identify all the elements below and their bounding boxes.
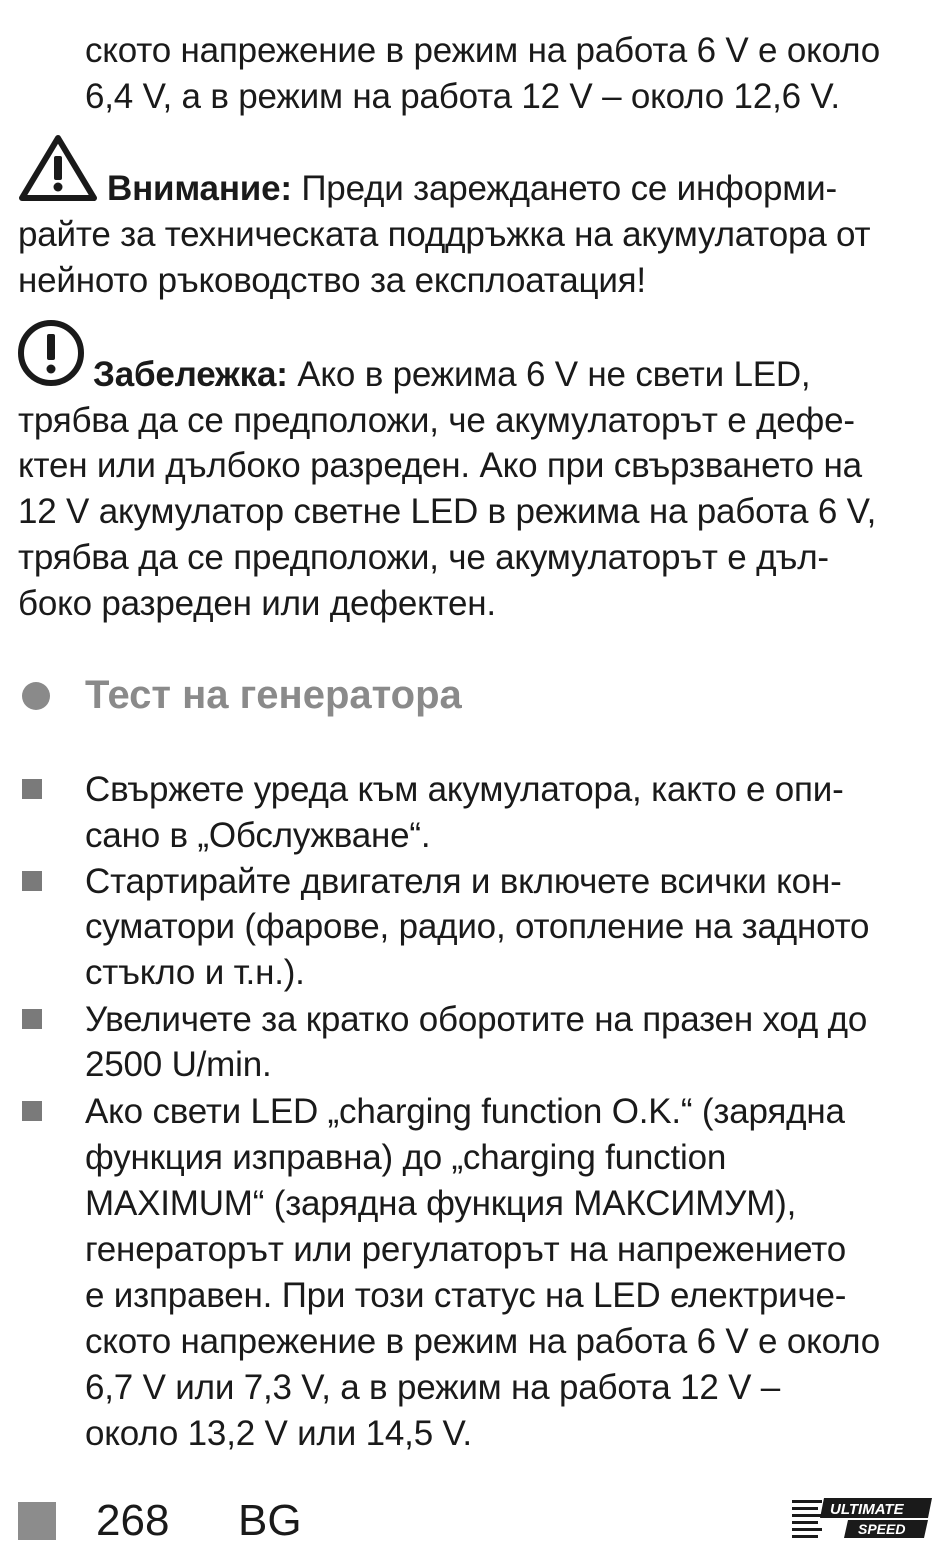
warning-first-line xyxy=(107,166,837,212)
text-line: Свържете уреда към акумулатора, както е опи- xyxy=(85,770,844,809)
text-line: боко разреден или дефектен. xyxy=(18,584,496,623)
text-line: около 13,2 V или 14,5 V. xyxy=(85,1414,472,1453)
square-bullet-icon xyxy=(22,779,42,799)
text-line: Ако свети LED „charging function O.K.“ (зарядна xyxy=(85,1092,845,1131)
heading-bullet-icon xyxy=(22,682,50,710)
warning-triangle-icon xyxy=(18,134,98,202)
square-bullet-icon xyxy=(22,871,42,891)
text-line: трябва да се предположи, че акумулаторът е дефе- xyxy=(18,401,855,440)
section-heading: Тест на генератора xyxy=(85,673,462,717)
text-line: ктен или дълбоко разреден. Ако при свързването на xyxy=(18,446,862,485)
text-line: 6,4 V, а в режим на работа 12 V – около 12,6 V. xyxy=(85,77,840,116)
text-line: MAXIMUM“ (зарядна функция МАКСИМУМ), xyxy=(85,1184,797,1223)
text-line: генераторът или регулаторът на напрежението xyxy=(85,1230,846,1269)
note-label: Забележка: xyxy=(93,355,288,394)
warning-text: Преди зареждането се информи- xyxy=(301,169,837,208)
note-text: Ако в режима 6 V не свети LED, xyxy=(297,355,811,394)
exclamation-circle-icon xyxy=(16,318,86,388)
text-line: функция изправна) до „charging function xyxy=(85,1138,727,1177)
note-first-line xyxy=(93,352,810,398)
text-line: е изправен. При този статус на LED електриче- xyxy=(85,1276,847,1315)
page-number: 268 xyxy=(96,1496,170,1545)
text-line: сано в „Обслужване“. xyxy=(85,816,431,855)
text-line: ското напрежение в режим на работа 6 V е около xyxy=(85,1322,880,1361)
text-line: Увеличете за кратко оборотите на празен ход до xyxy=(85,1000,868,1039)
warning-label: Внимание: xyxy=(107,169,292,208)
logo-line2: SPEED xyxy=(858,1521,906,1537)
text-line: нейното ръководство за експлоатация! xyxy=(18,261,646,300)
ultimate-speed-logo xyxy=(792,1496,934,1540)
footer-marker xyxy=(18,1502,56,1540)
text-line: ското напрежение в режим на работа 6 V е около xyxy=(85,31,880,70)
logo-line1: ULTIMATE xyxy=(830,1501,904,1518)
square-bullet-icon xyxy=(22,1009,42,1029)
text-line: 12 V акумулатор светне LED в режима на работа 6 V, xyxy=(18,492,877,531)
language-code: BG xyxy=(238,1496,302,1545)
square-bullet-icon xyxy=(22,1101,42,1121)
text-line: 2500 U/min. xyxy=(85,1045,272,1084)
text-line: суматори (фарове, радио, отопление на задното xyxy=(85,907,870,946)
text-line: трябва да се предположи, че акумулаторът е дъл- xyxy=(18,538,829,577)
text-line: райте за техническата поддръжка на акумулатора от xyxy=(18,215,871,254)
text-line: 6,7 V или 7,3 V, а в режим на работа 12 V – xyxy=(85,1368,781,1407)
text-line: стъкло и т.н.). xyxy=(85,953,305,992)
text-line: Стартирайте двигателя и включете всички кон- xyxy=(85,862,842,901)
